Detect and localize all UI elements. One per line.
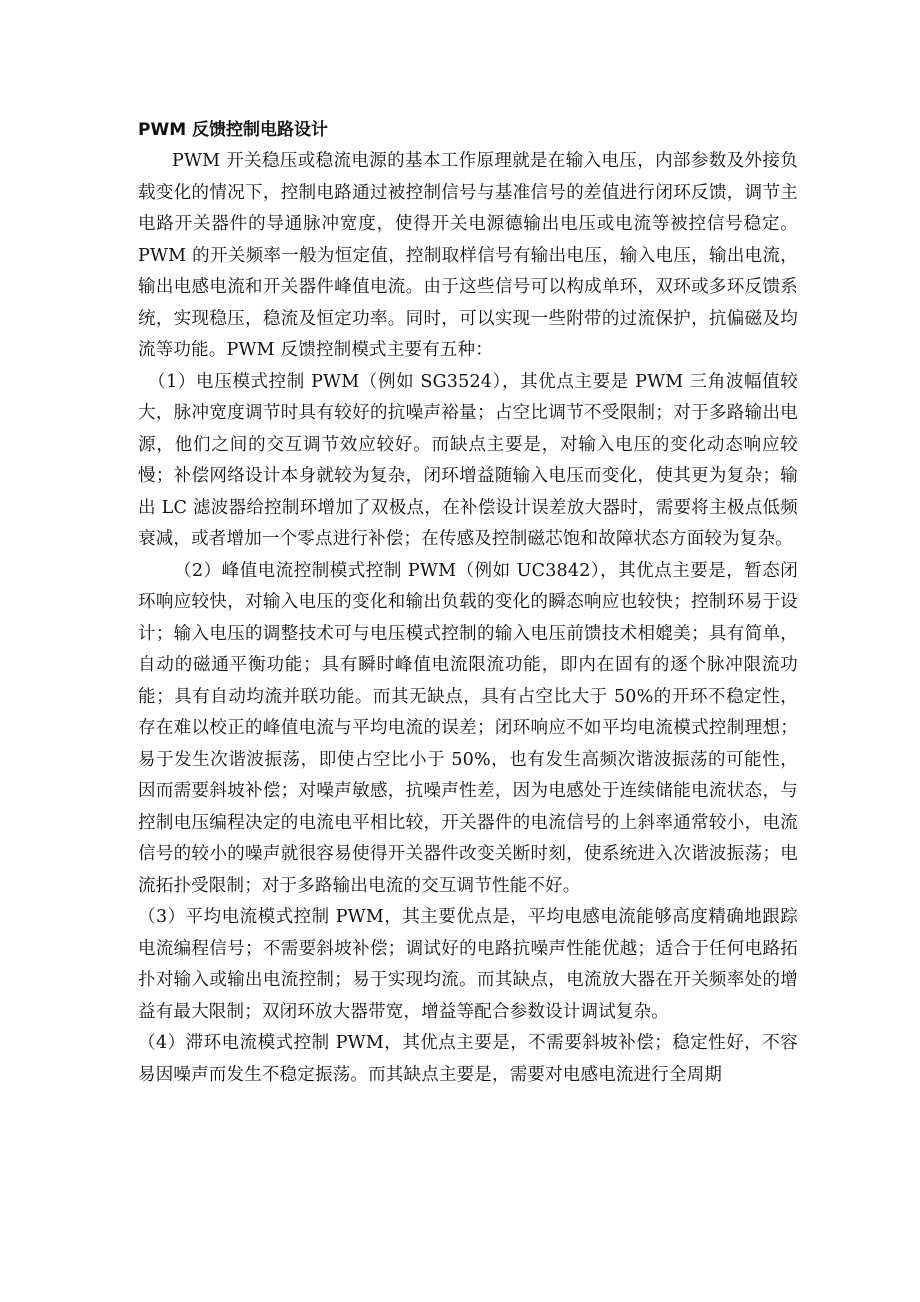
paragraph-hysteresis-current-mode: （4）滞环电流模式控制 PWM，其优点主要是，不需要斜坡补偿；稳定性好，不容易因噪声而发生不稳定振荡。而其缺点主要是，需要对电感电流进行全周期: [138, 1033, 798, 1085]
paragraph-peak-current-mode: （2）峰值电流控制模式控制 PWM（例如 UC3842），其优点主要是，暂态闭环响应较快，对输入电压的变化和输出负载的变化的瞬态响应也较快；控制环易于设计；输入电压的调整技术可与电压模式控制的输入电压前馈技术相媲美；具有简单，自动的磁通平衡功能；具有瞬时峰值电流限流功能，即内在固有的逐个脉冲限流功能；具有自动均流并联功能。而其无缺点，具有占空比大于 50%的开环不稳定性，存在难以校正的峰值电流与平均电流的误差；闭环响应不如平均电流模式控制理想；易于发生次谐波振荡，即使占空比小于 50%，也有发生高频次谐波振荡的可能性，因而需要斜坡补偿；对噪声敏感，抗噪声性差，因为电感处于连续储能电流状态，与控制电压编程决定的电流电平相比较，开关器件的电流信号的上斜率通常较小，电流信号的较小的噪声就很容易使得开关器件改变关断时刻，使系统进入次谐波振荡；电流拓扑受限制；对于多路输出电流的交互调节性能不好。: [138, 560, 798, 896]
paragraph-average-current-mode: （3）平均电流模式控制 PWM，其主要优点是，平均电感电流能够高度精确地跟踪电流编程信号；不需要斜坡补偿；调试好的电路抗噪声性能优越；适合于任何电路拓扑对输入或输出电流控制；易于实现均流。而其缺点，电流放大器在开关频率处的增益有最大限制；双闭环放大器带宽，增益等配合参数设计调试复杂。: [138, 907, 798, 1022]
paragraph-intro: PWM 开关稳压或稳流电源的基本工作原理就是在输入电压，内部参数及外接负载变化的情况下，控制电路通过被控制信号与基准信号的差值进行闭环反馈，调节主电路开关器件的导通脉冲宽度，使得开关电源德输出电压或电流等被控信号稳定。PWM 的开关频率一般为恒定值，控制取样信号有输出电压，输入电压，输出电流，输出电感电流和开关器件峰值电流。由于这些信号可以构成单环，双环或多环反馈系统，实现稳压，稳流及恒定功率。同时，可以实现一些附带的过流保护，抗偏磁及均流等功能。PWM 反馈控制模式主要有五种：: [138, 151, 798, 360]
document-title: PWM 反馈控制电路设计: [138, 120, 329, 140]
document-page: [138, 114, 798, 1091]
paragraph-voltage-mode: （1）电压模式控制 PWM（例如 SG3524），其优点主要是 PWM 三角波幅值较大，脉冲宽度调节时具有较好的抗噪声裕量；占空比调节不受限制；对于多路输出电源，他们之间的交互调节效应较好。而缺点主要是，对输入电压的变化动态响应较慢；补偿网络设计本身就较为复杂，闭环增益随输入电压而变化，使其更为复杂；输出 LC 滤波器给控制环增加了双极点，在补偿设计误差放大器时，需要将主极点低频衰减，或者增加一个零点进行补偿；在传感及控制磁芯饱和故障状态方面较为复杂。: [138, 371, 798, 549]
